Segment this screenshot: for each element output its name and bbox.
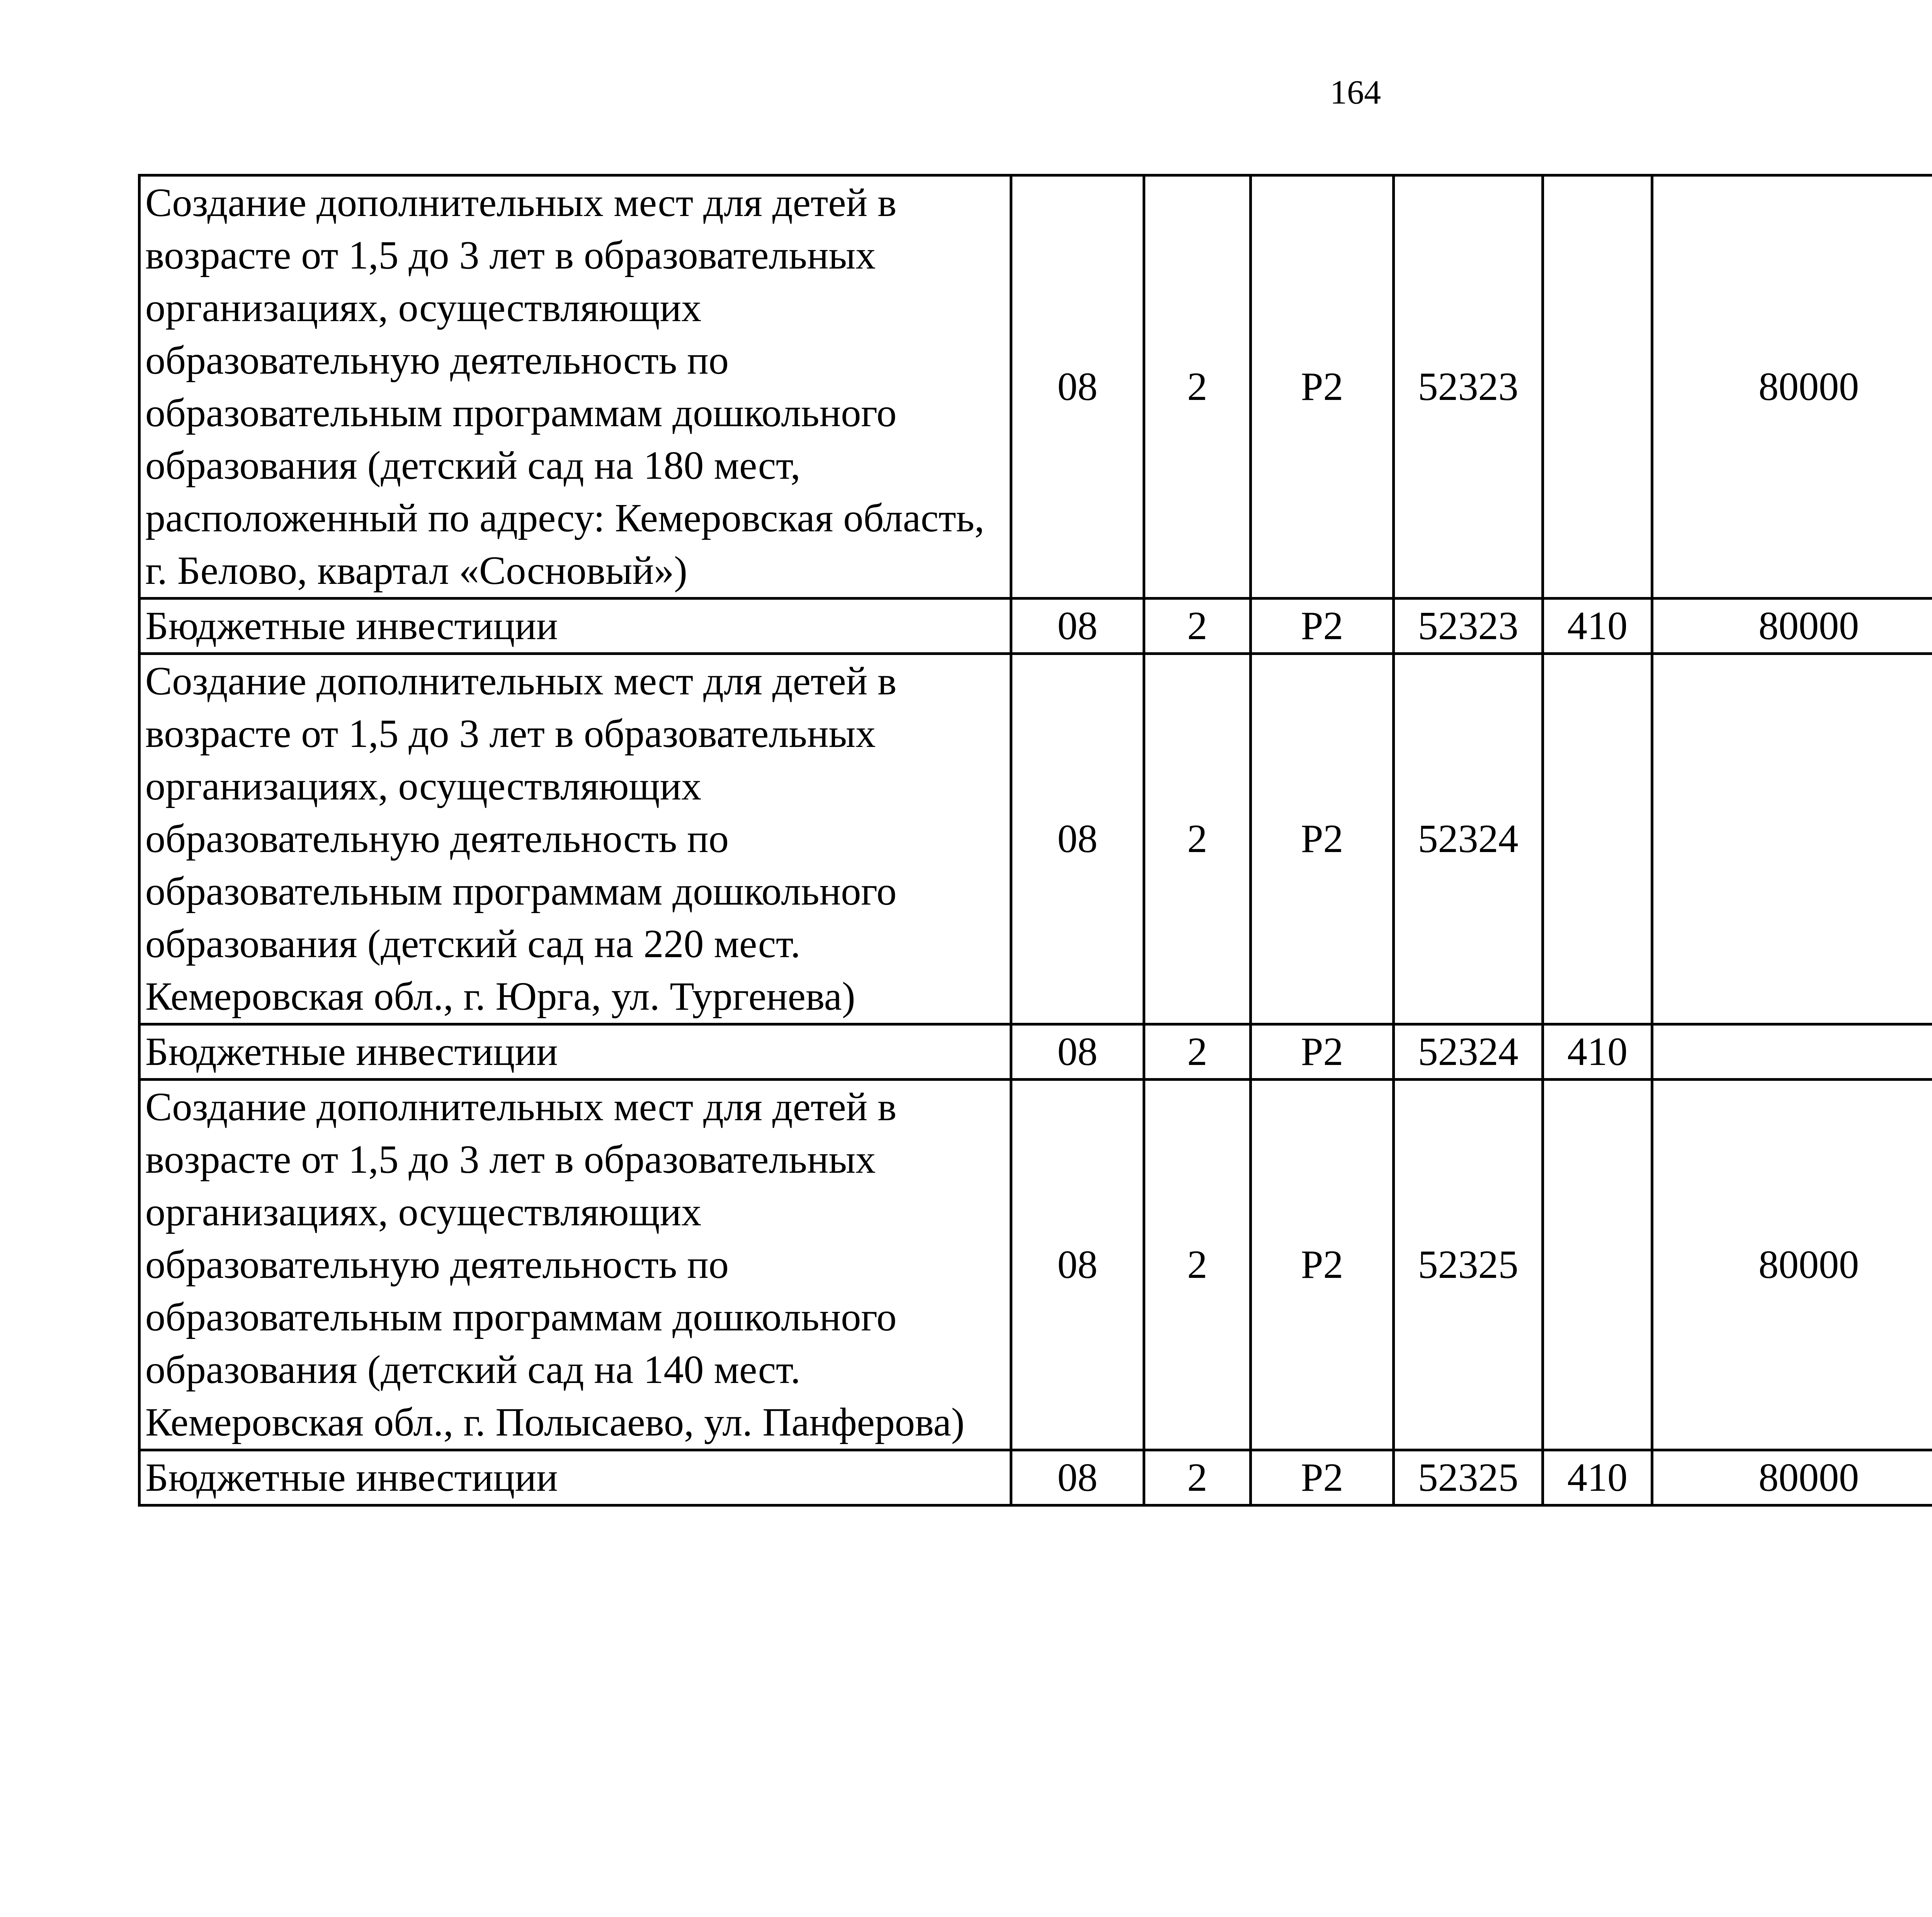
subsection-code: 2 (1144, 175, 1251, 599)
program-code: P2 (1251, 599, 1394, 654)
program-code: P2 (1251, 1450, 1394, 1505)
section-code: 08 (1011, 1450, 1144, 1505)
expense-type-code (1543, 654, 1652, 1024)
direction-code (1652, 1024, 1932, 1080)
section-code: 08 (1011, 1024, 1144, 1080)
table-row (139, 175, 1932, 599)
row-name: Бюджетные инвестиции (139, 1024, 1011, 1080)
table-row (139, 1024, 1932, 1080)
table-row (139, 599, 1932, 654)
section-code: 08 (1011, 654, 1144, 1024)
subsection-code: 2 (1144, 1024, 1251, 1080)
row-name: Создание дополнительных мест для детей в возрасте от 1,5 до 3 лет в образовательных организациях, осуществляющих образовательную деятельность по образовательным программам дошкольного образования (детский сад на 180 мест, расположенный по адресу: Кемеровская область, г. Белово, квартал «Сосновый») (139, 175, 1011, 599)
row-name: Создание дополнительных мест для детей в возрасте от 1,5 до 3 лет в образовательных организациях, осуществляющих образовательную деятельность по образовательным программам дошкольного образования (детский сад на 220 мест. Кемеровская обл., г. Юрга, ул. Тургенева) (139, 654, 1011, 1024)
section-code: 08 (1011, 175, 1144, 599)
table-row (139, 654, 1932, 1024)
subsection-code: 2 (1144, 654, 1251, 1024)
page-number: 164 (1330, 74, 1381, 111)
subsection-code: 2 (1144, 599, 1251, 654)
target-code: 52323 (1394, 175, 1543, 599)
direction-code: 80000 (1652, 1450, 1932, 1505)
row-name: Бюджетные инвестиции (139, 1450, 1011, 1505)
subsection-code: 2 (1144, 1450, 1251, 1505)
expense-type-code (1543, 175, 1652, 599)
expense-type-code: 410 (1543, 1450, 1652, 1505)
target-code: 52325 (1394, 1450, 1543, 1505)
direction-code: 80000 (1652, 599, 1932, 654)
program-code: P2 (1251, 1080, 1394, 1450)
program-code: P2 (1251, 175, 1394, 599)
budget-table (138, 174, 1932, 1507)
section-code: 08 (1011, 1080, 1144, 1450)
target-code: 52323 (1394, 599, 1543, 654)
expense-type-code (1543, 1080, 1652, 1450)
target-code: 52325 (1394, 1080, 1543, 1450)
subsection-code: 2 (1144, 1080, 1251, 1450)
target-code: 52324 (1394, 1024, 1543, 1080)
direction-code (1652, 654, 1932, 1024)
target-code: 52324 (1394, 654, 1543, 1024)
row-name: Создание дополнительных мест для детей в возрасте от 1,5 до 3 лет в образовательных организациях, осуществляющих образовательную деятельность по образовательным программам дошкольного образования (детский сад на 140 мест. Кемеровская обл., г. Полысаево, ул. Панферова) (139, 1080, 1011, 1450)
row-name: Бюджетные инвестиции (139, 599, 1011, 654)
section-code: 08 (1011, 599, 1144, 654)
expense-type-code: 410 (1543, 1024, 1652, 1080)
program-code: P2 (1251, 654, 1394, 1024)
table-row (139, 1080, 1932, 1450)
table-row (139, 1450, 1932, 1505)
expense-type-code: 410 (1543, 599, 1652, 654)
direction-code: 80000 (1652, 175, 1932, 599)
program-code: P2 (1251, 1024, 1394, 1080)
direction-code: 80000 (1652, 1080, 1932, 1450)
